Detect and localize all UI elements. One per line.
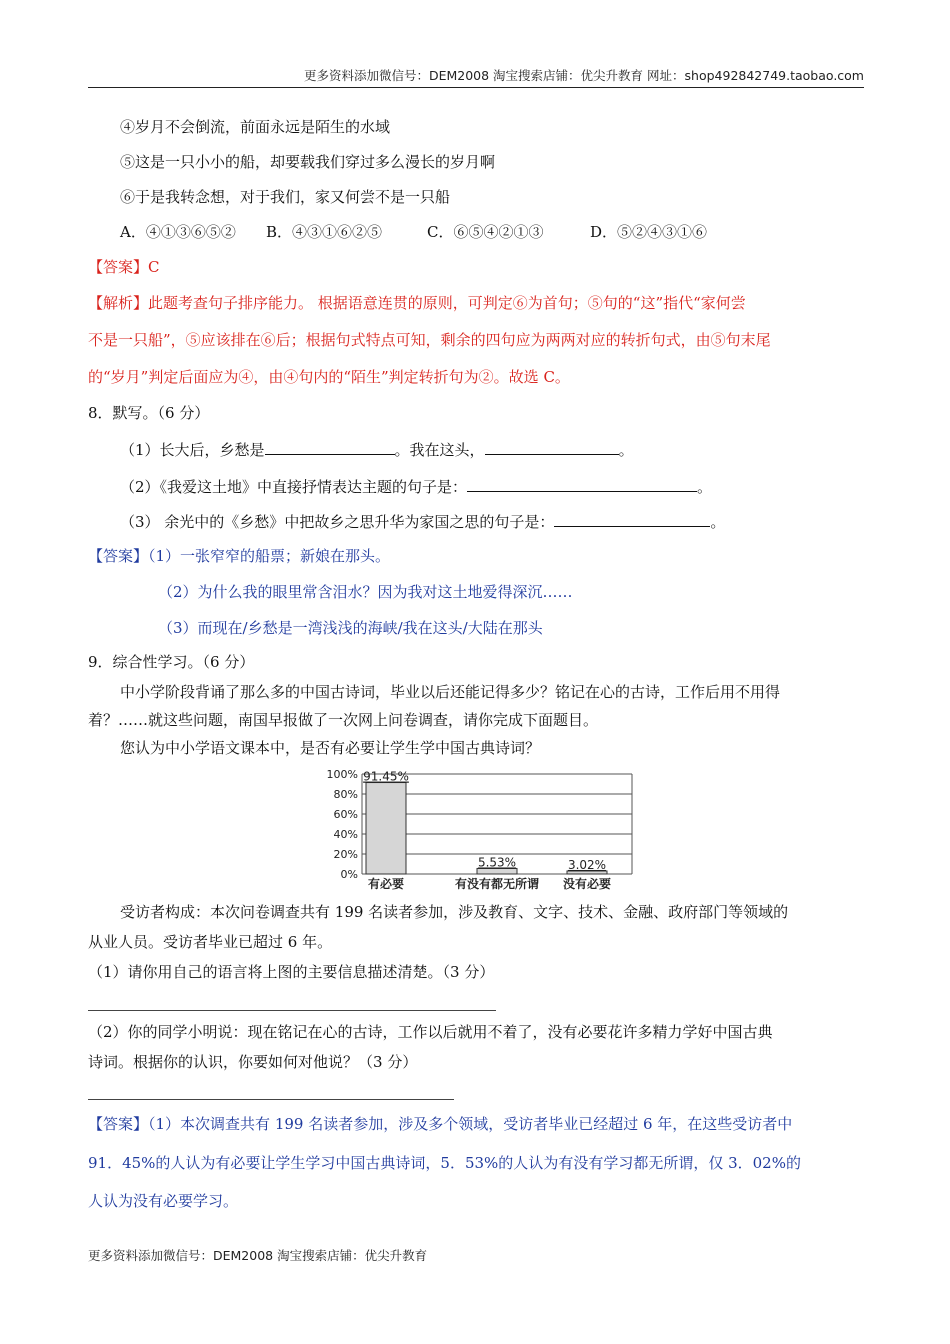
analysis-label: 【解析】 [88,294,149,312]
q8-part-3 [120,512,725,532]
q7-answer [88,257,160,277]
q9-sub-question-1: （1）请你用自己的语言将上图的主要信息描述清楚。（3 分） [88,963,495,981]
q7-analysis-line-3: 的“岁月”判定后面应为④，由④句内的“陌生”判定转折句为②。故选 C。 [88,368,570,386]
q8-part-3-text-a: （3） 余光中的《乡愁》中把故乡之思升华为家国之思的句子是： [120,513,555,531]
option-a: A．④①③⑥⑤② [120,223,236,241]
answer-text: （1）本次调查共有 199 名读者参加，涉及多个领域，受访者毕业已经超过 6 年，在这些受访者中 [148,1115,793,1133]
q8-part-2 [120,477,712,497]
y-tick-label: 20% [333,848,358,861]
q9-respondents-line-2: 从业人员。受访者毕业已超过 6 年。 [88,933,333,951]
q9-answer-line-3: 人认为没有必要学习。 [88,1192,239,1210]
option-d: D．⑤②④③①⑥ [590,223,708,241]
answer-line-2[interactable] [88,1099,454,1100]
q8-answer-line-1 [88,546,390,566]
q9-title: 9．综合性学习。（6 分） [88,653,255,671]
page-header: 更多资料添加微信号：DEM2008 淘宝搜索店铺：优尖升教育 网址：shop492842749.taobao.com [303,68,864,83]
answer-label: 【答案】 [88,547,149,565]
survey-bar-chart [310,766,640,892]
q9-survey-question: 您认为中小学语文课本中，是否有必要让学生学中国古典诗词？ [120,739,541,757]
bar [366,783,406,874]
sentence-item-6: ⑥于是我转念想，对于我们，家又何尝不是一只船 [120,188,451,206]
category-label: 没有必要 [562,877,612,891]
q8-part-2-text-a: （2）《我爱这土地》中直接抒情表达主题的句子是： [120,478,468,496]
q9-sub-question-2-line-2: 诗词。根据你的认识，你要如何对他说？（3 分） [88,1053,418,1071]
fill-blank-1[interactable] [265,440,395,455]
chart-y-ticks [327,768,358,881]
q7-analysis-line-1 [88,293,746,313]
y-tick-label: 100% [326,768,358,781]
page-footer: 更多资料添加微信号：DEM2008 淘宝搜索店铺：优尖升教育 [88,1248,428,1263]
category-label: 有没有都无所谓 [454,877,540,891]
fill-blank-3[interactable] [467,477,697,492]
answer-line-1[interactable] [88,1010,496,1011]
option-c: C．⑥⑤④②①③ [427,223,544,241]
sentence-item-5: ⑤这是一只小小的船，却要载我们穿过多么漫长的岁月啊 [120,153,496,171]
fill-blank-2[interactable] [485,440,619,455]
q9-answer-line-1 [88,1114,792,1134]
q8-part-1-text-a: （1）长大后，乡愁是 [120,441,265,459]
option-b: B．④③①⑥②⑤ [266,223,383,241]
category-label: 有必要 [367,877,405,891]
y-tick-label: 40% [333,828,358,841]
data-label: 3.02% [567,857,607,872]
answer-value: C [148,258,160,276]
q8-answer-line-3: （3）而现在/乡愁是一湾浅浅的海峡/我在这头/大陆在那头 [158,619,543,637]
q8-part-3-text-b: 。 [710,513,726,531]
answer-label: 【答案】 [88,258,149,276]
q8-part-1 [120,440,634,460]
q8-answer-line-2: （2）为什么我的眼里常含泪水？因为我对这土地爱得深沉…… [158,583,573,601]
chart-categories [368,876,611,891]
q9-intro-line-2: 着？……就这些问题，南国早报做了一次网上问卷调查，请你完成下面题目。 [88,711,599,729]
q8-title: 8．默写。（6 分） [88,404,210,422]
q9-respondents-line-1: 受访者构成：本次问卷调查共有 199 名读者参加，涉及教育、文字、技术、金融、政府部门等领域的 [120,903,789,921]
header-divider [88,87,864,88]
q8-part-1-text-c: 。 [618,441,634,459]
y-tick-label: 80% [333,788,358,801]
q9-intro-line-1: 中小学阶段背诵了那么多的中国古诗词，毕业以后还能记得多少？铭记在心的古诗，工作后用不用得 [120,683,781,701]
data-label: 5.53% [477,855,517,870]
q8-part-2-text-b: 。 [697,478,713,496]
q9-answer-line-2: 91．45%的人认为有必要让学生学习中国古典诗词，5．53%的人认为有没有学习都无所谓，仅 3．02%的 [88,1154,801,1172]
q8-part-1-text-b: 。我在这头， [394,441,485,459]
q9-sub-question-2-line-1: （2）你的同学小明说：现在铭记在心的古诗，工作以后就用不着了，没有必要花许多精力学好中国古典 [88,1023,773,1041]
answer-label: 【答案】 [88,1115,149,1133]
sentence-item-4: ④岁月不会倒流，前面永远是陌生的水域 [120,118,391,136]
y-tick-label: 0% [340,868,358,881]
analysis-text: 此题考查句子排序能力。 根据语意连贯的原则，可判定⑥为首句；⑤句的“这”指代“家何尝 [148,294,746,312]
q7-analysis-line-2: 不是一只船”，⑤应该排在⑥后；根据句式特点可知，剩余的四句应为两两对应的转折句式，由⑤句末尾 [88,331,771,349]
y-tick-label: 60% [333,808,358,821]
answer-text: （1）一张窄窄的船票；新娘在那头。 [148,547,391,565]
fill-blank-4[interactable] [554,512,710,527]
data-label: 91.45% [363,769,409,784]
